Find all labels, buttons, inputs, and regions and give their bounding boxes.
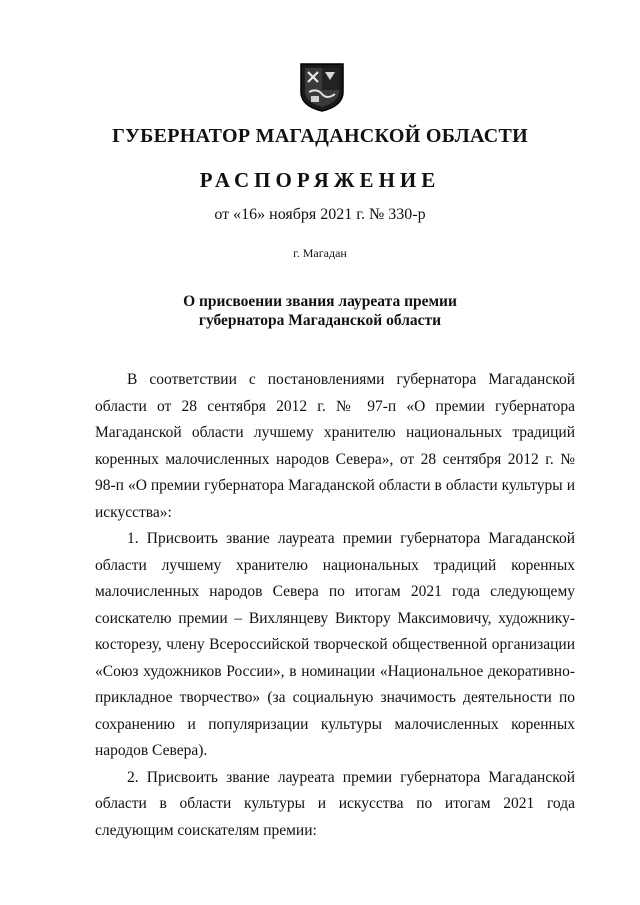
subject-line-1: О присвоении звания лауреата премии [183,293,457,310]
document-body [95,367,575,844]
body-paragraph-3: 2. Присвоить звание лауреата премии губернатора Магаданской области в области культуры и искусства по итогам 2021 года следующим соискателям премии: [95,768,575,839]
subject-line-2: губернатора Магаданской области [198,312,442,329]
date-and-number: от «16» ноября 2021 г. № 330-р [214,206,426,223]
body-paragraph-2: 1. Присвоить звание лауреата премии губернатора Магаданской области лучшему хранителю национальных традиций коренных малочисленных народов Севера по итогам 2021 года следующему соискателю премии – Вихлянцеву Викторy Максимовичу, художнику-косторезу, члену Всероссийской творческой общественной организации «Союз художников России», в номинации «Национальное декоративно-прикладное творчество» (за социальную значимость деятельности по сохранению и популяризации культуры малочисленных коренных народов Севера). [95,530,575,759]
issuing-authority: ГУБЕРНАТОР МАГАДАНСКОЙ ОБЛАСТИ [112,125,528,147]
document-type: РАСПОРЯЖЕНИЕ [199,168,441,192]
document-subject [0,292,640,330]
place-of-issue: г. Магадан [293,246,347,260]
body-paragraph-1: В соответствии с постановлениями губернатора Магаданской области от 28 сентября 2012 г. № 97-п «О премии губернатора Магаданской области лучшему хранителю национальных традиций коренных малочисленных народов Севера», от 28 сентября 2012 г. № 98-п «О премии губернатора Магаданской области в области культуры и искусства»: [95,371,575,521]
coat-of-arms-icon [299,62,345,112]
